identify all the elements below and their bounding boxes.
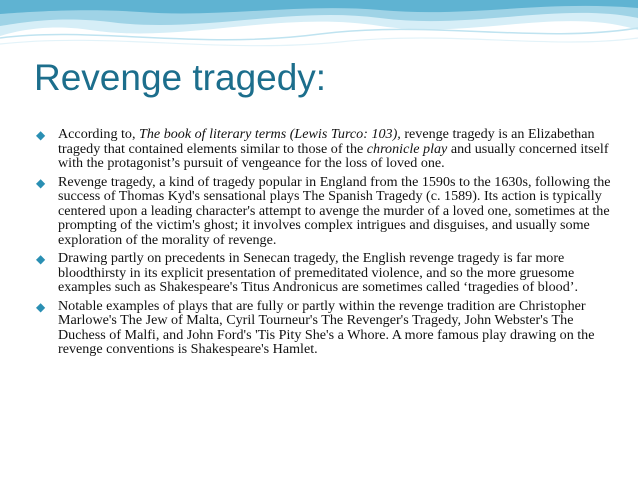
slide-title: Revenge tragedy:	[34, 57, 327, 98]
diamond-bullet-icon: ◆	[36, 175, 46, 190]
header-wave-decoration	[0, 0, 638, 56]
wave-line-2	[0, 38, 638, 46]
diamond-bullet-icon: ◆	[36, 299, 46, 314]
book-title-text: The book of literary terms (Lewis Turco: 103),	[139, 126, 401, 142]
bullet-text: Revenge tragedy, a kind of tragedy popular in England from the 1590s to the 1630s, following the success of Thomas Kyd's sensational plays The Spanish Tragedy (c. 1589). Its action is typically centered upon a leading character's attempt to avenge the murder of a loved one, sometimes at the prompting of the victim's ghost; it involves complex intrigues and disguises, and usually some exploration of the morality of revenge.	[58, 173, 611, 248]
bullet-text: Notable examples of plays that are fully or partly within the revenge tradition are Christopher Marlowe's The Jew of Malta, Cyril Tourneur's The Revenger's Tragedy, John Webster's The Duchess of Malfi, and John Ford's 'Tis Pity She's a Whore. A more famous play drawing on the revenge conventions is Shakespeare's Hamlet.	[58, 297, 595, 357]
chronicle-play-text: chronicle play	[366, 140, 448, 157]
bullet-item	[36, 299, 614, 357]
bullet-text: According to, The book of literary terms (Lewis Turco: 103), revenge tragedy is an Elizabethan tragedy that contained elements similar to those of the chronicle play and usually concerned itself with the protagonist’s pursuit of vengeance for the loss of loved one.	[58, 126, 609, 171]
bullet-item	[36, 251, 614, 295]
diamond-bullet-icon: ◆	[36, 252, 46, 266]
diamond-bullet-icon: ◆	[36, 128, 46, 142]
bullet-item	[36, 127, 614, 171]
bullet-list	[36, 127, 614, 361]
bullet-text: Drawing partly on precedents in Senecan tragedy, the English revenge tragedy is far more bloodthirsty in its explicit presentation of premeditated violence, and so the more gruesome examples such as Shakespeare's Titus Andronicus are sometimes called ‘tragedies of blood’.	[58, 250, 578, 295]
bullet-item	[36, 175, 614, 248]
